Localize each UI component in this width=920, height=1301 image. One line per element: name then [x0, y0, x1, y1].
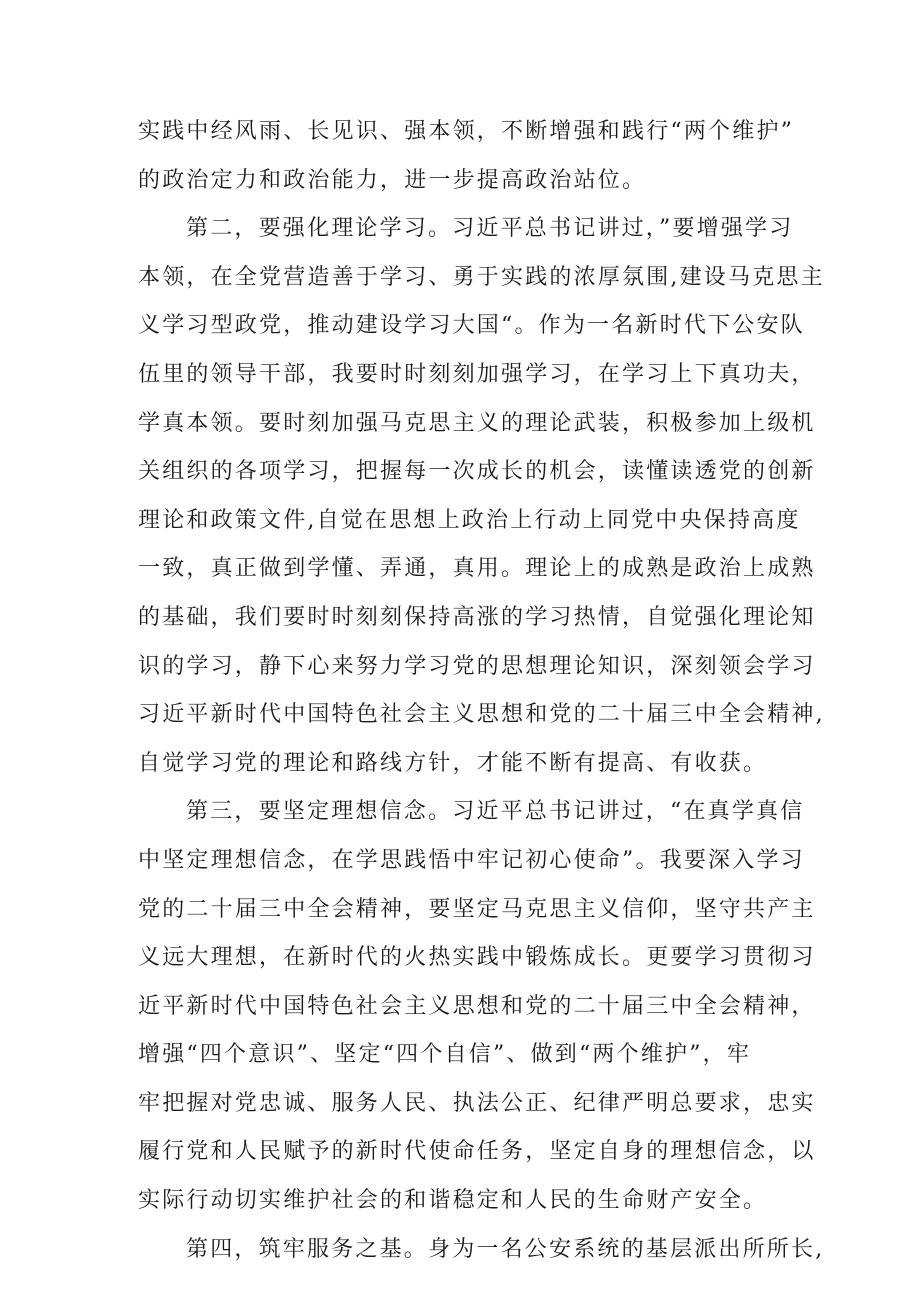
text-line: 识的学习，静下心来努力学习党的思想理论知识，深刻领会学习	[138, 653, 816, 679]
text-line: 的基础，我们要时时刻刻保持高涨的学习热情，自觉强化理论知	[138, 604, 816, 630]
text-line: 义远大理想，在新时代的火热实践中锻炼成长。更要学习贯彻习	[138, 945, 816, 971]
paragraph-start-line: 第四，筑牢服务之基。身为一名公安系统的基层派出所所长,	[186, 1236, 825, 1262]
text-line: 中坚定理想信念，在学思践悟中牢记初心使命”。我要深入学习	[138, 847, 805, 873]
text-line: 自觉学习党的理论和路线方针，才能不断有提高、有收获。	[138, 750, 768, 776]
text-line: 牢把握对党忠诚、服务人民、执法公正、纪律严明总要求，忠实	[138, 1090, 816, 1116]
body-text	[138, 108, 825, 1274]
text-line: 关组织的各项学习，把握每一次成长的机会，读懂读透党的创新	[138, 459, 816, 485]
paragraph-start-line: 第三，要坚定理想信念。习近平总书记讲过，“在真学真信	[186, 799, 805, 825]
text-line: 习近平新时代中国特色社会主义思想和党的二十届三中全会精神,	[138, 702, 825, 728]
text-line: 本领，在全党营造善于学习、勇于实践的浓厚氛围,建设马克思主	[138, 264, 825, 290]
text-line: 的政治定力和政治能力，进一步提高政治站位。	[138, 167, 647, 193]
text-line: 实践中经风雨、长见识、强本领，不断增强和践行“两个维护”	[138, 119, 795, 144]
text-line: 履行党和人民赋予的新时代使命任务，坚定自身的理想信念，以	[138, 1139, 816, 1165]
text-line: 实际行动切实维护社会的和谐稳定和人民的生命财产安全。	[138, 1188, 768, 1214]
paragraph-start-line: 第二，要强化理论学习。习近平总书记讲过，”要增强学习	[186, 216, 794, 242]
text-line: 学真本领。要时刻加强马克思主义的理论武装，积极参加上级机	[138, 410, 816, 436]
text-line: 增强“四个意识”、坚定“四个自信”、做到“两个维护”，牢	[138, 1042, 752, 1068]
text-line: 义学习型政党，推动建设学习大国“。作为一名新时代下公安队	[138, 313, 805, 339]
text-line: 党的二十届三中全会精神，要坚定马克思主义信仰，坚守共产主	[138, 896, 816, 922]
text-line: 一致，真正做到学懂、弄通，真用。理论上的成熟是政治上成熟	[138, 556, 816, 582]
text-line: 伍里的领导干部，我要时时刻刻加强学习，在学习上下真功夫，	[138, 361, 816, 387]
text-line: 近平新时代中国特色社会主义思想和党的二十届三中全会精神，	[138, 993, 816, 1019]
text-line: 理论和政策文件,自觉在思想上政治上行动上同党中央保持高度	[138, 507, 801, 533]
